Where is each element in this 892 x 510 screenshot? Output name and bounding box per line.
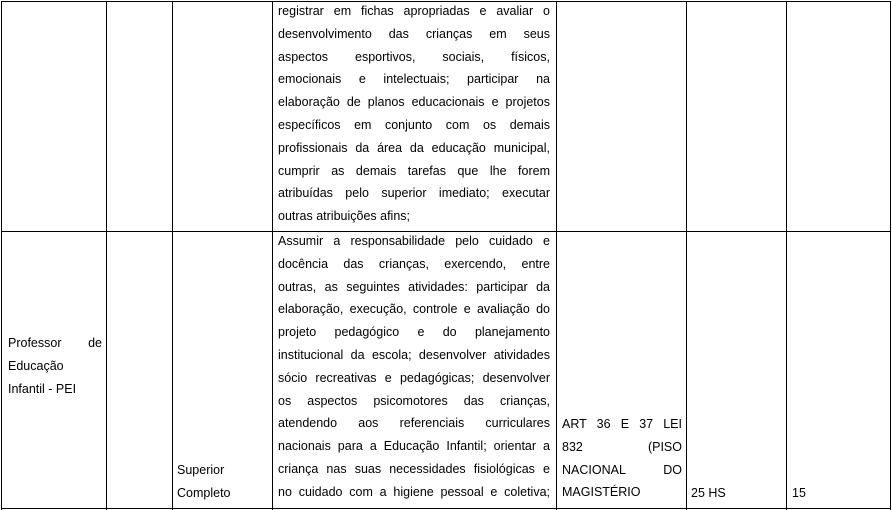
desc-line: outras, as seguintes atividades: participar da	[278, 279, 550, 294]
column-divider	[786, 1, 787, 510]
desc-line: elaboração, execução, controle e avaliação do	[278, 302, 550, 317]
desc-line: emocionais e intelectuais; participar na	[278, 72, 550, 87]
desc-line: específicos em conjunto com os demais	[278, 117, 550, 132]
legislacao-line: MAGISTÉRIO	[562, 485, 641, 500]
desc-line: no cuidado com a higiene pessoal e coletiva;	[278, 484, 550, 499]
desc-line: aspectos esportivos, sociais, físicos,	[278, 49, 550, 64]
cargo-line: Educação	[8, 358, 64, 373]
desc-line: desenvolvimento das crianças em seus	[278, 26, 550, 41]
column-divider	[686, 1, 687, 510]
row1-description	[278, 0, 550, 228]
desc-line: atribuídas pelo superior imediato; executar	[278, 186, 550, 201]
column-divider	[106, 1, 107, 510]
carga-horaria-value: 25 HS	[691, 486, 726, 500]
desc-line: elaboração de planos educacionais e projetos	[278, 95, 550, 110]
row2-cargo	[8, 332, 102, 400]
desc-line: docência das crianças, exercendo, entre	[278, 256, 550, 271]
row2-legislacao	[562, 413, 682, 504]
legislacao-line: 832 (PISO	[562, 439, 682, 454]
vagas-value: 15	[792, 486, 806, 500]
desc-line: profissionais da área da educação municipal,	[278, 140, 550, 155]
desc-line: atendendo aos referenciais curriculares	[278, 416, 550, 431]
desc-line: sócio recreativas e pedagógicas; desenvolver	[278, 370, 550, 385]
table-border-right	[890, 1, 891, 510]
table-border-left	[1, 1, 2, 510]
desc-line: cumprir as demais tarefas que lhe forem	[278, 163, 550, 178]
cargo-line: Infantil - PEI	[8, 381, 77, 396]
legislacao-line: NACIONAL DO	[562, 462, 682, 477]
column-divider	[556, 1, 557, 510]
escolaridade-line: Completo	[177, 485, 231, 500]
table-border-bottom	[1, 508, 891, 509]
desc-line: nacionais para a Educação Infantil; orientar a	[278, 439, 550, 454]
legislacao-line: ART 36 E 37 LEI	[562, 417, 682, 431]
desc-line: criança nas suas necessidades fisiológicas e	[278, 461, 550, 476]
escolaridade-line: Superior	[177, 463, 225, 477]
column-divider	[172, 1, 173, 510]
desc-line: institucional da escola; desenvolver atividades	[278, 347, 550, 362]
row2-vagas	[792, 482, 886, 505]
desc-line: Assumir a responsabilidade pelo cuidado e	[278, 234, 550, 248]
desc-line: outras atribuições afins;	[278, 209, 411, 224]
cargo-line: Professor de	[8, 336, 102, 350]
row2-description	[278, 230, 550, 504]
desc-line: os aspectos psicomotores das crianças,	[278, 393, 550, 408]
row2-carga-horaria	[691, 482, 781, 505]
desc-line: registrar em fichas apropriadas e avaliar o	[278, 4, 550, 18]
column-divider	[272, 1, 273, 510]
row2-escolaridade	[177, 459, 269, 505]
desc-line: projeto pedagógico e do planejamento	[278, 325, 550, 340]
